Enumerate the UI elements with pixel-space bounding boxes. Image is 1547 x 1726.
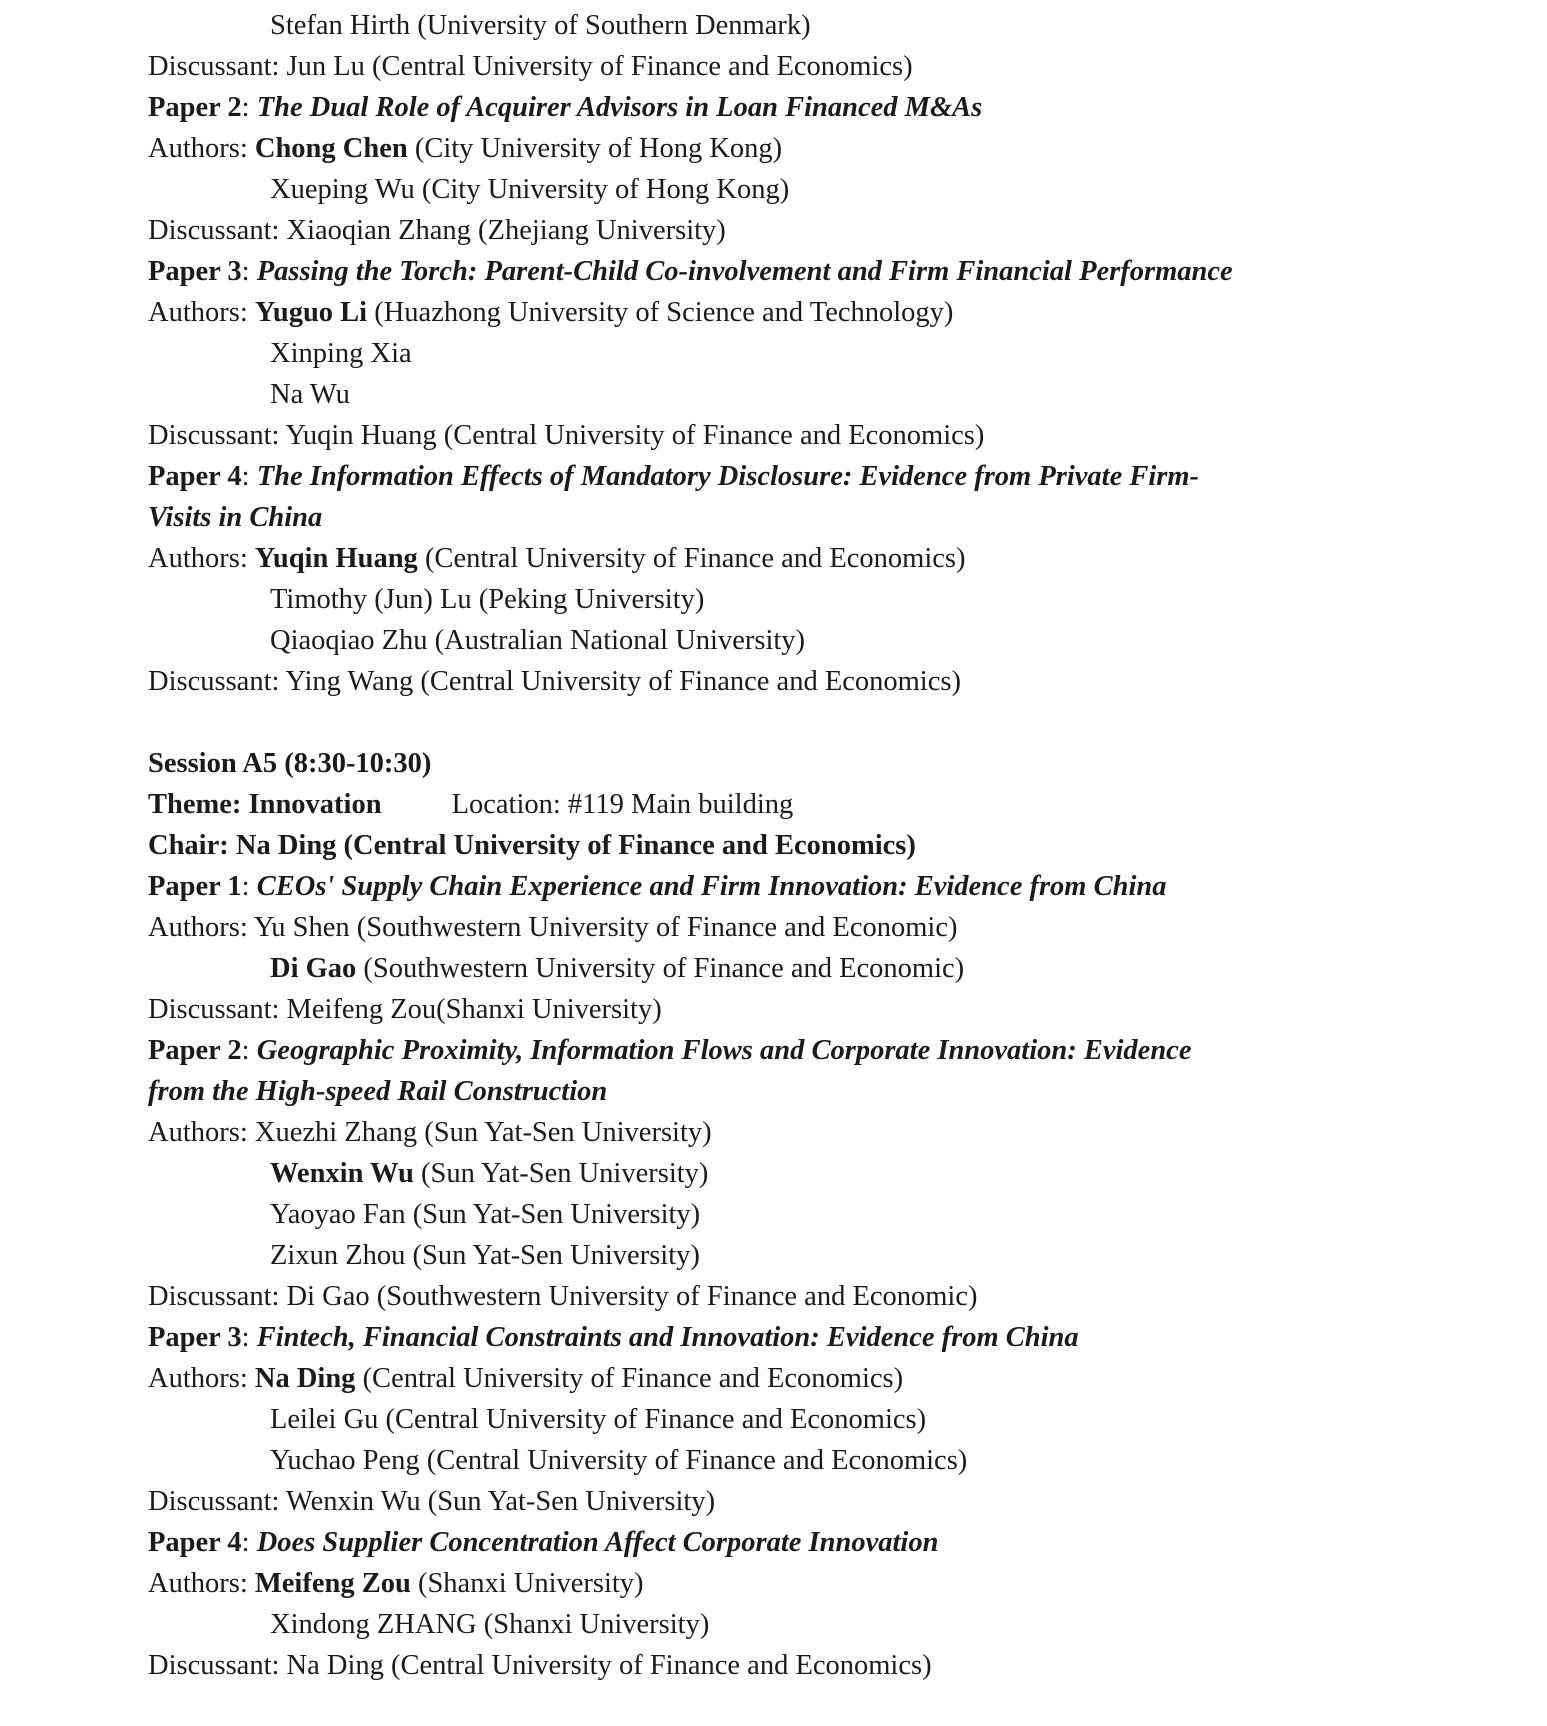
doc-line: [148, 661, 1507, 702]
text-segment: from the High-speed Rail Construction: [148, 1076, 608, 1107]
text-segment: Authors:: [148, 297, 255, 328]
doc-line: [148, 1563, 1507, 1604]
text-segment: Xueping Wu (City University of Hong Kong): [270, 174, 790, 205]
text-segment: Discussant: Ying Wang (Central University of Finance and Economics): [148, 666, 961, 697]
text-segment: Xindong ZHANG (Shanxi University): [270, 1609, 710, 1640]
text-segment: :: [241, 256, 257, 287]
text-segment: Location: #119 Main building: [451, 789, 794, 820]
text-segment: Authors: Xuezhi Zhang (Sun Yat-Sen University): [148, 1117, 712, 1148]
text-segment: (Central University of Finance and Economics): [355, 1363, 904, 1394]
text-segment: Authors: Yu Shen (Southwestern University of Finance and Economic): [148, 912, 958, 943]
text-segment: Leilei Gu (Central University of Finance and Economics): [270, 1404, 927, 1435]
text-segment: Discussant: Na Ding (Central University of Finance and Economics): [148, 1650, 932, 1681]
doc-line: [148, 866, 1507, 907]
text-segment: Yuqin Huang: [254, 543, 418, 574]
text-segment: Chong Chen: [254, 133, 408, 164]
text-segment: (City University of Hong Kong): [407, 133, 783, 164]
text-segment: Discussant: Meifeng Zou(Shanxi University): [148, 994, 662, 1025]
doc-line: [148, 538, 1507, 579]
text-segment: The Information Effects of Mandatory Disclosure: Evidence from Private Firm-: [256, 461, 1200, 492]
doc-line: [148, 989, 1507, 1030]
text-segment: Session A5 (8:30-10:30): [148, 748, 432, 779]
doc-line: [148, 87, 1507, 128]
text-segment: (Southwestern University of Finance and Economic): [356, 953, 965, 984]
text-segment: :: [241, 461, 257, 492]
text-segment: Yaoyao Fan (Sun Yat-Sen University): [270, 1199, 701, 1230]
text-segment: :: [241, 1527, 257, 1558]
text-segment: Na Wu: [270, 379, 350, 410]
doc-line: [148, 497, 1507, 538]
text-segment: Passing the Torch: Parent-Child Co-involvement and Firm Financial Performance: [256, 256, 1233, 287]
text-segment: Yuguo Li: [254, 297, 368, 328]
doc-line: [148, 1645, 1507, 1686]
doc-line: [148, 784, 1507, 825]
text-segment: (Central University of Finance and Economics): [417, 543, 966, 574]
text-segment: Yuchao Peng (Central University of Finance and Economics): [270, 1445, 968, 1476]
text-segment: Paper 4: [148, 1527, 242, 1558]
doc-line: [148, 169, 1507, 210]
doc-line: [148, 1358, 1507, 1399]
text-segment: Paper 3: [148, 1322, 242, 1353]
text-segment: Authors:: [148, 133, 255, 164]
doc-line: [148, 1112, 1507, 1153]
doc-line: [148, 374, 1507, 415]
text-segment: Discussant: Yuqin Huang (Central University of Finance and Economics): [148, 420, 985, 451]
text-segment: Meifeng Zou: [254, 1568, 411, 1599]
doc-line: [148, 46, 1507, 87]
doc-line: [148, 948, 1507, 989]
doc-line: [148, 1317, 1507, 1358]
text-segment: Geographic Proximity, Information Flows and Corporate Innovation: Evidence: [256, 1035, 1192, 1066]
doc-line: [148, 1604, 1507, 1645]
text-segment: Visits in China: [148, 502, 323, 533]
doc-line: [148, 1153, 1507, 1194]
doc-line: [148, 251, 1507, 292]
doc-line: [148, 1440, 1507, 1481]
text-segment: Discussant: Jun Lu (Central University of Finance and Economics): [148, 51, 913, 82]
doc-line: [148, 1194, 1507, 1235]
doc-line: [148, 1481, 1507, 1522]
text-segment: Paper 3: [148, 256, 242, 287]
text-segment: Qiaoqiao Zhu (Australian National University): [270, 625, 806, 656]
doc-line: [148, 825, 1507, 866]
text-segment: (Sun Yat-Sen University): [413, 1158, 709, 1189]
text-segment: Timothy (Jun) Lu (Peking University): [270, 584, 705, 615]
text-segment: :: [241, 1035, 257, 1066]
text-segment: Fintech, Financial Constraints and Innovation: Evidence from China: [256, 1322, 1079, 1353]
text-segment: CEOs' Supply Chain Experience and Firm Innovation: Evidence from China: [256, 871, 1167, 902]
doc-line: [148, 1235, 1507, 1276]
text-segment: :: [241, 1322, 257, 1353]
doc-line: [148, 415, 1507, 456]
text-segment: The Dual Role of Acquirer Advisors in Loan Financed M&As: [256, 92, 983, 123]
doc-line: [148, 1276, 1507, 1317]
doc-line: [148, 5, 1507, 46]
text-segment: Discussant: Xiaoqian Zhang (Zhejiang University): [148, 215, 726, 246]
text-segment: Na Ding: [254, 1363, 356, 1394]
text-segment: Does Supplier Concentration Affect Corporate Innovation: [256, 1527, 939, 1558]
text-segment: Theme: Innovation: [148, 789, 382, 820]
text-segment: Paper 1: [148, 871, 242, 902]
text-segment: Authors:: [148, 1363, 255, 1394]
doc-line: [148, 128, 1507, 169]
doc-line: [148, 333, 1507, 374]
text-segment: Wenxin Wu: [270, 1158, 414, 1189]
doc-line: [148, 1071, 1507, 1112]
text-segment: Discussant: Wenxin Wu (Sun Yat-Sen University): [148, 1486, 716, 1517]
text-segment: Stefan Hirth (University of Southern Denmark): [270, 10, 811, 41]
doc-line: [148, 1522, 1507, 1563]
document-body: [148, 5, 1507, 1686]
text-segment: (Huazhong University of Science and Technology): [367, 297, 954, 328]
text-segment: :: [241, 92, 257, 123]
text-segment: Paper 4: [148, 461, 242, 492]
text-segment: :: [241, 871, 257, 902]
doc-line: [148, 1030, 1507, 1071]
doc-line: [148, 620, 1507, 661]
doc-line: [148, 1399, 1507, 1440]
doc-line: [148, 210, 1507, 251]
text-segment: (Shanxi University): [410, 1568, 644, 1599]
text-segment: Authors:: [148, 1568, 255, 1599]
text-segment: Di Gao: [270, 953, 357, 984]
doc-line: [148, 907, 1507, 948]
doc-line: [148, 456, 1507, 497]
text-segment: Xinping Xia: [270, 338, 412, 369]
text-segment: Discussant: Di Gao (Southwestern University of Finance and Economic): [148, 1281, 978, 1312]
text-segment: Paper 2: [148, 1035, 242, 1066]
text-segment: Zixun Zhou (Sun Yat-Sen University): [270, 1240, 700, 1271]
text-segment: Paper 2: [148, 92, 242, 123]
doc-line: [148, 743, 1507, 784]
doc-line: [148, 579, 1507, 620]
text-segment: Authors:: [148, 543, 255, 574]
blank-line: [148, 702, 1507, 743]
text-segment: Chair: Na Ding (Central University of Finance and Economics): [148, 830, 916, 861]
doc-line: [148, 292, 1507, 333]
